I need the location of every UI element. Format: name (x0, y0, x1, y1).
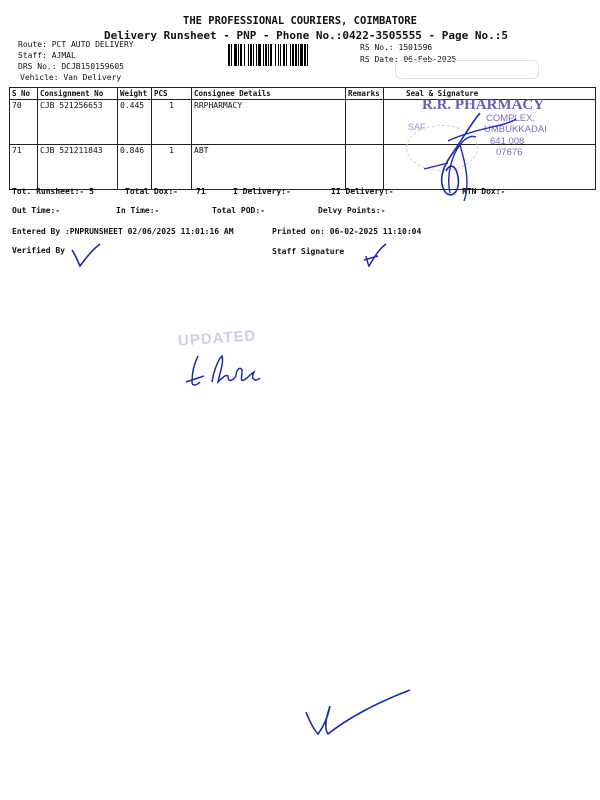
bottom-scrawl (298, 688, 418, 768)
entered-by: Entered By :PNPRUNSHEET 02/06/2025 11:01:16 AM (12, 227, 234, 236)
ii-delivery: II Delivery:- (331, 187, 394, 196)
i-delivery: I Delivery:- (233, 187, 291, 196)
staff-label: Staff: AJMAL (18, 51, 76, 60)
staff-signature-mark (362, 242, 392, 270)
stamp-line3: 641 008 (490, 136, 525, 147)
col-header-sno: S No (10, 88, 38, 100)
barcode (228, 44, 352, 66)
col-header-remarks: Remarks (346, 88, 384, 100)
verified-tick (70, 242, 110, 272)
cell-remarks (346, 145, 384, 190)
cell-consignment: CJB 521256653 (38, 100, 118, 145)
col-header-consignee: Consignee Details (192, 88, 346, 100)
cell-weight: 0.445 (118, 100, 152, 145)
cell-consignee: ABT (192, 145, 346, 190)
in-time: In Time:- (116, 206, 160, 215)
vehicle-label: Vehicle: Van Delivery (20, 73, 122, 82)
seal-signature-stroke-2 (448, 119, 516, 141)
cell-pcs: 1 (152, 100, 192, 145)
stamp-name: R.R. PHARMACY (422, 97, 545, 113)
delvy-points: Delvy Points:- (318, 206, 386, 215)
verified-by: Verified By (12, 246, 65, 255)
handwritten-signature (184, 352, 264, 392)
route-label: Route: PCT AUTO DELIVERY (18, 40, 134, 49)
stamp-line2: UMBUKKADAI (484, 124, 547, 135)
seal-signature (420, 105, 540, 215)
signature-stroke-1 (186, 356, 204, 385)
runsheet-title: Delivery Runsheet - PNP - Phone No.:0422-3505555 - Page No.:5 (104, 29, 508, 42)
col-header-pcs: PCS (152, 88, 192, 100)
total-pod: Total POD:- (212, 206, 265, 215)
seal-signature-stroke-1 (442, 113, 480, 195)
stamp-line1: COMPLEX, (486, 113, 536, 124)
printed-on: Printed on: 06-02-2025 11:10:04 (272, 227, 422, 236)
barcode-bar (308, 44, 310, 66)
rs-date: RS Date: 06-Feb-2025 (360, 55, 457, 64)
updated-stamp: UPDATED (177, 327, 257, 350)
cell-sno: 71 (10, 145, 38, 190)
company-title: THE PROFESSIONAL COURIERS, COIMBATORE (183, 15, 417, 27)
tot-runsheet: Tot. Runsheet:- 5 (12, 187, 94, 196)
signature-stroke-2 (212, 356, 260, 382)
cell-sno: 70 (10, 100, 38, 145)
stamp-prefix: SAF (408, 122, 426, 132)
cell-weight: 0.846 (118, 145, 152, 190)
col-header-seal: Seal & Signature (384, 88, 596, 100)
bottom-scrawl-stroke (306, 690, 410, 734)
cell-consignee: RRPHARMACY (192, 100, 346, 145)
faint-box (395, 60, 539, 79)
stamp-line4: 07676 (496, 147, 523, 158)
staff-signature-stroke (364, 244, 386, 266)
total-dox-label: Total Dox:- (125, 187, 178, 196)
rs-number: RS No.: 1501596 (360, 43, 433, 52)
staff-signature-label: Staff Signature (272, 247, 345, 256)
out-time: Out Time:- (12, 206, 61, 215)
cell-remarks (346, 100, 384, 145)
drs-number: DRS No.: DCJB150159605 (18, 62, 124, 71)
total-dox-value: 71 (196, 187, 206, 196)
rtn-dox: RTN Dox:- (462, 187, 506, 196)
verified-tick-stroke (72, 244, 100, 266)
cell-pcs: 1 (152, 145, 192, 190)
col-header-weight: Weight (118, 88, 152, 100)
col-header-consignment: Consignment No (38, 88, 118, 100)
cell-consignment: CJB 521211843 (38, 145, 118, 190)
